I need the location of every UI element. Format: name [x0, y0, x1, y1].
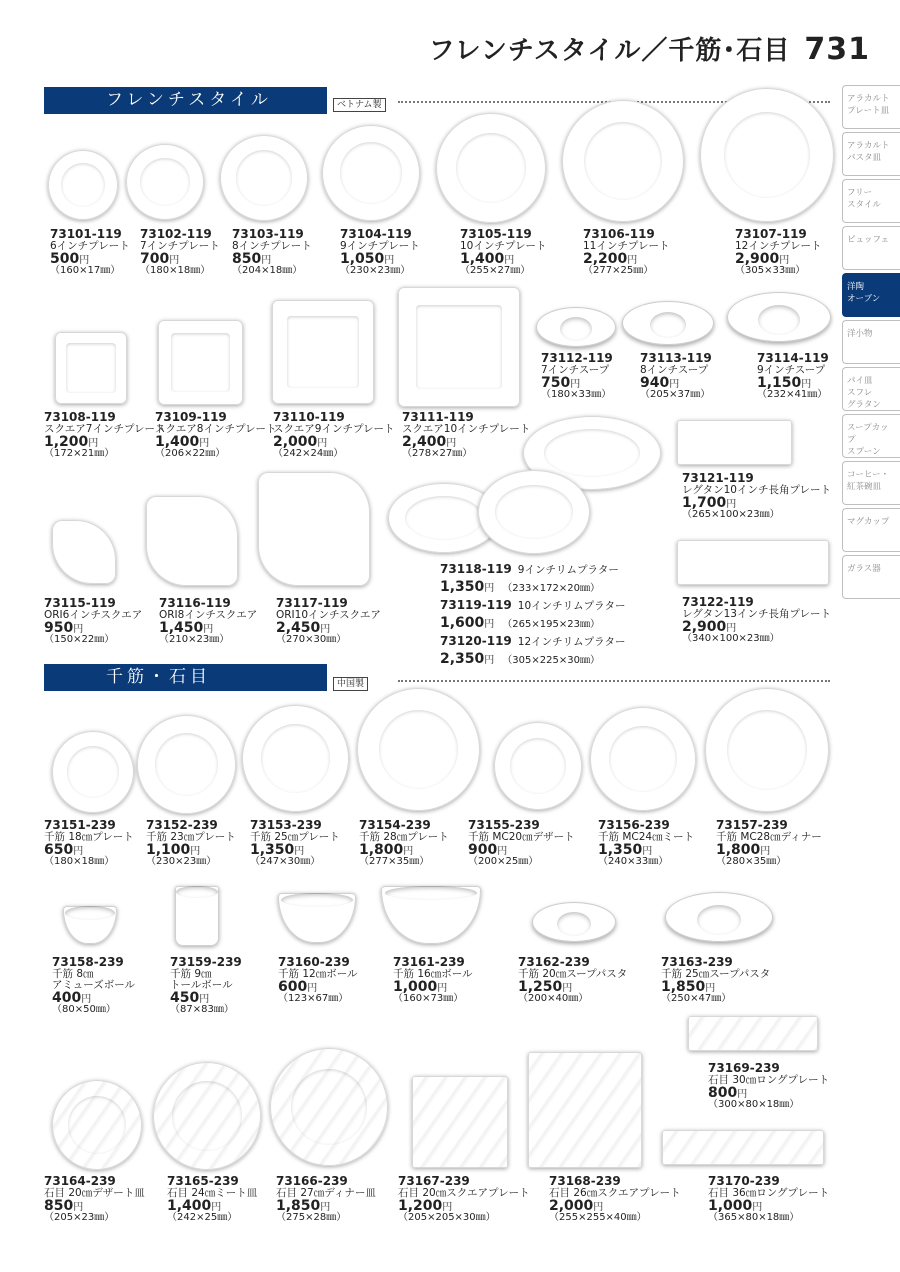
product-price: 1,000円	[393, 978, 448, 995]
plate-image	[436, 113, 546, 223]
product-73156[interactable]	[598, 819, 694, 868]
plate-image	[48, 150, 118, 220]
product-73121[interactable]	[682, 472, 831, 521]
product-dimensions: （180×18㎜）	[44, 856, 115, 868]
product-73113[interactable]	[640, 352, 712, 401]
product-73119[interactable]: 73119-119 10インチリムプラター	[440, 597, 626, 612]
product-name: 石目 26㎝スクエアプレート	[549, 1186, 681, 1199]
product-name: 石目 20㎝デザート皿	[44, 1186, 145, 1199]
product-73116[interactable]	[159, 597, 257, 646]
product-code: 73122-119	[682, 595, 754, 609]
product-name: 千筋 MC20㎝デザート	[468, 830, 575, 843]
product-price: 1,400円	[167, 1197, 222, 1214]
plate-image	[220, 135, 308, 221]
plate-image	[562, 100, 684, 222]
product-dimensions: （232×41㎜）	[757, 389, 828, 401]
ishime-plate-image	[270, 1048, 388, 1166]
ori-square-plate-image	[258, 472, 370, 586]
product-price: 1,350円	[250, 841, 305, 858]
product-price: 500円	[50, 250, 90, 267]
product-code: 73116-119	[159, 596, 231, 610]
product-price: 950円	[44, 619, 84, 636]
product-dimensions: （180×18㎜）	[140, 265, 211, 277]
rectangular-plate-image	[677, 540, 829, 585]
product-price: 700円	[140, 250, 180, 267]
product-73151[interactable]	[44, 819, 134, 868]
senkin-plate-image	[137, 715, 236, 814]
product-price: 800円	[708, 1084, 748, 1101]
product-code: 73106-119	[583, 227, 655, 241]
product-73162[interactable]	[518, 956, 627, 1005]
product-73104[interactable]	[340, 228, 420, 277]
product-code: 73107-119	[735, 227, 807, 241]
product-name: 9インチプレート	[340, 239, 420, 252]
product-price: 1,250円	[518, 978, 573, 995]
product-name-2: アミューズボール	[52, 978, 136, 991]
product-dimensions: （87×83㎜）	[170, 1004, 234, 1016]
product-dimensions: （242×25㎜）	[167, 1212, 238, 1224]
product-dimensions: （280×35㎜）	[716, 856, 787, 868]
product-code: 73167-239	[398, 1174, 470, 1188]
product-73161[interactable]	[393, 956, 473, 1005]
product-code: 73112-119	[541, 351, 613, 365]
product-dimensions: （230×23㎜）	[340, 265, 411, 277]
product-price: 1,400円	[155, 433, 210, 450]
sidebar-tab-buffet[interactable]: ビュッフェ	[842, 226, 900, 270]
product-code: 73157-239	[716, 818, 788, 832]
product-dimensions: （80×50㎜）	[52, 1004, 116, 1016]
product-dimensions: （278×27㎜）	[402, 448, 473, 460]
soup-pasta-image	[532, 902, 616, 942]
product-73110[interactable]	[273, 411, 395, 460]
product-name: 千筋 18㎝プレート	[44, 830, 134, 843]
product-dimensions: （205×23㎜）	[44, 1212, 115, 1224]
product-73107[interactable]	[735, 228, 821, 277]
ori-square-plate-image	[52, 520, 116, 584]
product-73154[interactable]	[359, 819, 449, 868]
product-dimensions: （277×25㎜）	[583, 265, 654, 277]
product-price: 2,450円	[276, 619, 331, 636]
product-name: 9インチスープ	[757, 363, 826, 376]
product-name: 千筋 28㎝プレート	[359, 830, 449, 843]
product-73114[interactable]	[757, 352, 829, 401]
product-name: 7インチスープ	[541, 363, 610, 376]
senkin-plate-image	[52, 731, 134, 813]
product-code: 73102-119	[140, 227, 212, 241]
plate-image	[322, 125, 420, 221]
long-plate-image	[688, 1016, 818, 1051]
product-code: 73159-239	[170, 955, 242, 969]
ishime-square-image	[528, 1052, 642, 1168]
product-name: 石目 24㎝ミート皿	[167, 1186, 258, 1199]
product-name: 石目 20㎝スクエアプレート	[398, 1186, 530, 1199]
product-name: 8インチプレート	[232, 239, 312, 252]
product-73115[interactable]	[44, 597, 142, 646]
product-73152[interactable]	[146, 819, 236, 868]
ishime-square-image	[412, 1076, 508, 1168]
product-code: 73104-119	[340, 227, 412, 241]
product-name: 千筋 23㎝プレート	[146, 830, 236, 843]
product-price: 1,000円	[708, 1197, 763, 1214]
product-name: 6インチプレート	[50, 239, 130, 252]
product-code: 73114-119	[757, 351, 829, 365]
product-code: 73163-239	[661, 955, 733, 969]
product-name: 石目 30㎝ロングプレート	[708, 1073, 830, 1086]
product-code: 73164-239	[44, 1174, 116, 1188]
oval-platter-image	[478, 470, 590, 554]
product-73166[interactable]	[276, 1175, 376, 1224]
product-name-2: トールボール	[170, 978, 233, 991]
product-dimensions: （275×28㎜）	[276, 1212, 347, 1224]
product-name: 千筋 12㎝ボール	[278, 967, 358, 980]
product-dimensions: （205×37㎜）	[640, 389, 711, 401]
product-price: 400円	[52, 989, 92, 1006]
product-73118[interactable]: 73118-119 9インチリムプラター	[440, 562, 619, 576]
product-price: 1,850円	[276, 1197, 331, 1214]
sidebar-tab-western-oven[interactable]: 洋陶 オーブン	[842, 273, 900, 317]
product-73112[interactable]	[541, 352, 613, 401]
product-73111[interactable]	[402, 411, 530, 460]
senkin-plate-image	[590, 707, 696, 811]
product-price: 2,000円	[549, 1197, 604, 1214]
product-dimensions: （277×35㎜）	[359, 856, 430, 868]
product-name: ORI6インチスクエア	[44, 608, 143, 621]
product-dimensions: （206×22㎜）	[155, 448, 226, 460]
product-dimensions: （247×30㎜）	[250, 856, 321, 868]
product-name: 千筋 16㎝ボール	[393, 967, 473, 980]
product-price: 1,400円	[460, 250, 515, 267]
ishime-plate-image	[153, 1062, 261, 1170]
product-price: 850円	[44, 1197, 84, 1214]
dotted-divider	[398, 680, 830, 682]
product-dimensions: （305×33㎜）	[735, 265, 806, 277]
product-name: 石目 36㎝ロングプレート	[708, 1186, 830, 1199]
page-number: 731	[804, 32, 870, 67]
product-name: 千筋 8㎝	[52, 967, 94, 980]
product-name: 千筋 9㎝	[170, 967, 212, 980]
sidebar-tab-pie-souffle-gratin[interactable]: パイ皿 スフレ グラタン	[842, 367, 900, 411]
product-code: 73170-239	[708, 1174, 780, 1188]
product-name: 10インチプレート	[460, 239, 547, 252]
product-name: 千筋 25㎝プレート	[250, 830, 340, 843]
product-price: 1,050円	[340, 250, 395, 267]
product-dimensions: （200×25㎜）	[468, 856, 539, 868]
rectangular-plate-image	[677, 420, 792, 465]
product-73122[interactable]	[682, 596, 831, 645]
product-dimensions: （172×21㎜）	[44, 448, 115, 460]
product-code: 73105-119	[460, 227, 532, 241]
product-price: 900円	[468, 841, 508, 858]
product-code: 73158-239	[52, 955, 124, 969]
product-price: 750円	[541, 374, 581, 391]
sidebar-tab-soup-cup-spoon[interactable]: スープカップ スプーン	[842, 414, 900, 458]
product-price: 600円	[278, 978, 318, 995]
product-name: スクエア10インチプレート	[402, 422, 531, 435]
product-code: 73109-119	[155, 410, 227, 424]
product-name: 千筋 20㎝スープパスタ	[518, 967, 628, 980]
product-price: 1,800円	[359, 841, 414, 858]
product-code: 73101-119	[50, 227, 122, 241]
bowl-image	[278, 893, 356, 943]
category-sidebar	[842, 85, 900, 602]
sidebar-tab-western-small[interactable]: 洋小物	[842, 320, 900, 364]
product-73170[interactable]	[708, 1175, 829, 1224]
product-code: 73168-239	[549, 1174, 621, 1188]
product-name: 11インチプレート	[583, 239, 670, 252]
product-73101[interactable]	[50, 228, 130, 277]
sidebar-tab-alacarte-plate[interactable]: アラカルト プレート皿	[842, 85, 900, 129]
product-name: 千筋 MC24㎝ミート	[598, 830, 695, 843]
soup-plate-image	[536, 307, 616, 347]
origin-label-china: 中国製	[333, 677, 368, 691]
product-code: 73160-239	[278, 955, 350, 969]
product-code: 73161-239	[393, 955, 465, 969]
product-code: 73113-119	[640, 351, 712, 365]
sidebar-tab-glass[interactable]: ガラス器	[842, 555, 900, 599]
product-price: 940円	[640, 374, 680, 391]
product-dimensions: （365×80×18㎜）	[708, 1212, 800, 1224]
product-73160[interactable]	[278, 956, 358, 1005]
product-73106[interactable]	[583, 228, 669, 277]
product-dimensions: （250×47㎜）	[661, 993, 732, 1005]
product-code: 73153-239	[250, 818, 322, 832]
product-code: 73110-119	[273, 410, 345, 424]
product-name: 12インチプレート	[735, 239, 822, 252]
product-name: 7インチプレート	[140, 239, 220, 252]
product-dimensions: （265×100×23㎜）	[682, 509, 780, 521]
product-price: 2,200円	[583, 250, 638, 267]
tall-bowl-image	[175, 886, 219, 946]
product-code: 73162-239	[518, 955, 590, 969]
product-73117[interactable]	[276, 597, 381, 646]
product-price: 1,200円	[44, 433, 99, 450]
soup-plate-image	[622, 301, 714, 345]
product-dimensions: （255×27㎜）	[460, 265, 531, 277]
page-title	[429, 30, 870, 67]
product-73120[interactable]: 73120-119 12インチリムプラター	[440, 633, 626, 648]
product-price: 1,100円	[146, 841, 201, 858]
product-code: 73166-239	[276, 1174, 348, 1188]
product-code: 73117-119	[276, 596, 348, 610]
product-73164[interactable]	[44, 1175, 145, 1224]
product-code: 73111-119	[402, 410, 474, 424]
product-code: 73151-239	[44, 818, 116, 832]
product-price: 2,400円	[402, 433, 457, 450]
product-price: 1,800円	[716, 841, 771, 858]
soup-plate-image	[727, 292, 831, 342]
product-name: スクエア9インチプレート	[273, 422, 395, 435]
product-name: 石目 27㎝ディナー皿	[276, 1186, 376, 1199]
senkin-plate-image	[705, 688, 829, 812]
product-73102[interactable]	[140, 228, 220, 277]
ori-square-plate-image	[146, 496, 238, 586]
product-price: 2,000円	[273, 433, 328, 450]
section-title-french: フレンチスタイル	[44, 87, 327, 114]
square-plate-image	[55, 332, 127, 404]
product-code: 73121-119	[682, 471, 754, 485]
product-code: 73154-239	[359, 818, 431, 832]
product-73167[interactable]	[398, 1175, 530, 1224]
product-code: 73108-119	[44, 410, 116, 424]
product-73169[interactable]	[708, 1062, 829, 1111]
sidebar-tab-alacarte-pasta[interactable]: アラカルト パスタ皿	[842, 132, 900, 176]
product-code: 73165-239	[167, 1174, 239, 1188]
product-price: 1,600円	[440, 614, 495, 631]
product-dimensions: （240×33㎜）	[598, 856, 669, 868]
soup-pasta-image	[665, 892, 773, 942]
sidebar-tab-coffee-tea[interactable]: コーヒー・ 紅茶碗皿	[842, 461, 900, 505]
product-73105[interactable]	[460, 228, 546, 277]
product-price: 450円	[170, 989, 210, 1006]
square-plate-image	[158, 320, 243, 405]
product-dimensions: （180×33㎜）	[541, 389, 612, 401]
product-price: 1,150円	[757, 374, 812, 391]
product-price: 850円	[232, 250, 272, 267]
senkin-plate-image	[242, 705, 349, 812]
product-dimensions: （210×23㎜）	[159, 634, 230, 646]
square-plate-image	[398, 287, 520, 407]
product-73163[interactable]	[661, 956, 770, 1005]
plate-image	[126, 144, 204, 220]
product-name: 8インチスープ	[640, 363, 709, 376]
product-price: 1,350円	[598, 841, 653, 858]
product-dimensions: （160×73㎜）	[393, 993, 464, 1005]
product-code: 73152-239	[146, 818, 218, 832]
product-dimensions: （150×22㎜）	[44, 634, 115, 646]
bowl-image	[63, 906, 117, 944]
product-code: 73103-119	[232, 227, 304, 241]
product-dimensions: （123×67㎜）	[278, 993, 349, 1005]
platter-price-list: 73118-119 9インチリムプラター 1,350円 （233×172×20㎜） 73119-119 10インチリムプラター 1,600円 （265×195×23㎜） 73120-119 12インチリムプラター 2,350円 （305×225×30㎜）	[440, 559, 626, 667]
product-price: 1,850円	[661, 978, 716, 995]
product-price: 650円	[44, 841, 84, 858]
product-dimensions: （205×205×30㎜）	[398, 1212, 496, 1224]
product-dimensions: （270×30㎜）	[276, 634, 347, 646]
product-name: 千筋 25㎝スープパスタ	[661, 967, 771, 980]
product-price: 2,900円	[682, 618, 737, 635]
square-plate-image	[272, 300, 374, 404]
product-name: ORI10インチスクエア	[276, 608, 381, 621]
product-price: 1,700円	[682, 494, 737, 511]
product-name: スクエア8インチプレート	[155, 422, 277, 435]
sidebar-tab-free-style[interactable]: フリー スタイル	[842, 179, 900, 223]
product-73109[interactable]	[155, 411, 277, 460]
product-code: 73155-239	[468, 818, 540, 832]
plate-image	[700, 88, 834, 222]
product-name: スクエア7インチプレート	[44, 422, 166, 435]
product-name: レグタン13インチ長角プレート	[682, 607, 832, 620]
product-price: 2,350円	[440, 650, 495, 667]
sidebar-tab-mug[interactable]: マグカップ	[842, 508, 900, 552]
product-dimensions: （200×40㎜）	[518, 993, 589, 1005]
product-73168[interactable]	[549, 1175, 681, 1224]
product-dimensions: （160×17㎜）	[50, 265, 121, 277]
senkin-plate-image	[357, 688, 480, 811]
long-plate-image	[662, 1130, 824, 1165]
product-73165[interactable]	[167, 1175, 257, 1224]
product-code: 73156-239	[598, 818, 670, 832]
product-73157[interactable]	[716, 819, 822, 868]
ishime-plate-image	[52, 1080, 142, 1170]
product-dimensions: （204×18㎜）	[232, 265, 303, 277]
product-dimensions: （255×255×40㎜）	[549, 1212, 647, 1224]
product-price: 1,450円	[159, 619, 214, 636]
product-name: 千筋 MC28㎝ディナー	[716, 830, 822, 843]
product-73103[interactable]	[232, 228, 312, 277]
product-73159[interactable]	[170, 956, 242, 1016]
product-price: 1,200円	[398, 1197, 453, 1214]
product-code: 73115-119	[44, 596, 116, 610]
product-73153[interactable]	[250, 819, 340, 868]
product-dimensions: （242×24㎜）	[273, 448, 344, 460]
product-73158[interactable]	[52, 956, 135, 1016]
product-name: レグタン10インチ長角プレート	[682, 483, 832, 496]
product-dimensions: （230×23㎜）	[146, 856, 217, 868]
origin-label-vietnam: ベトナム製	[333, 98, 386, 112]
bowl-image	[381, 886, 481, 944]
product-price: 2,900円	[735, 250, 790, 267]
product-dimensions: （340×100×23㎜）	[682, 633, 780, 645]
senkin-plate-image	[494, 722, 582, 810]
product-73108[interactable]	[44, 411, 166, 460]
page-title-text: フレンチスタイル／千筋･石目	[428, 36, 791, 66]
product-name: ORI8インチスクエア	[159, 608, 258, 621]
section-title-senkin: 千筋・石目	[44, 664, 327, 691]
product-code: 73169-239	[708, 1061, 780, 1075]
product-73155[interactable]	[468, 819, 575, 868]
product-dimensions: （300×80×18㎜）	[708, 1099, 800, 1111]
product-price: 1,350円	[440, 578, 495, 595]
